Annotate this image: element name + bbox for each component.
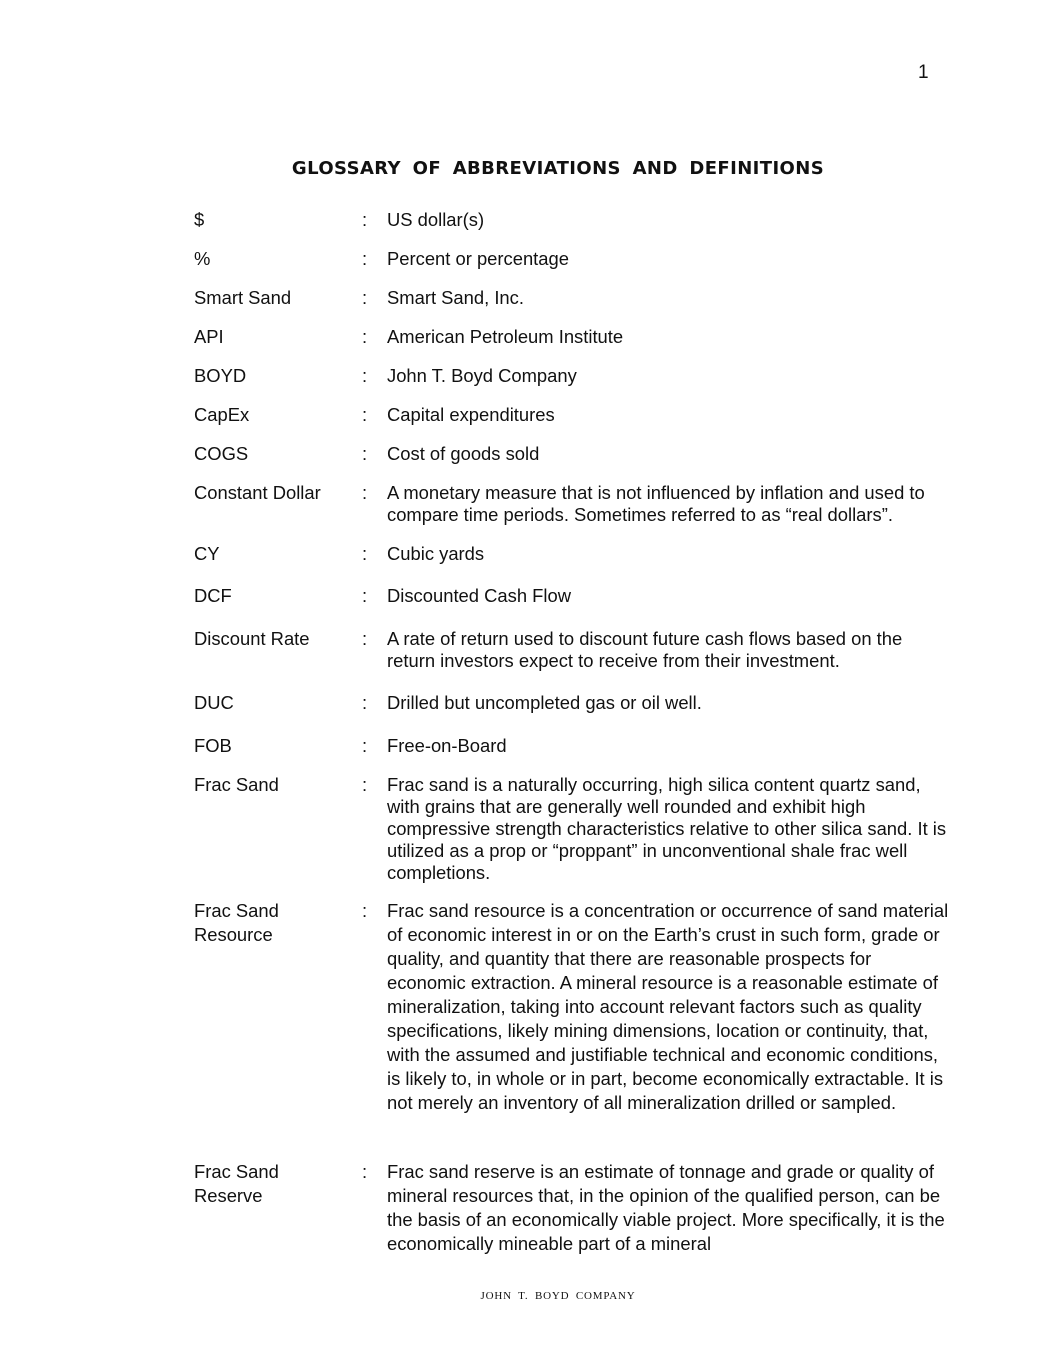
glossary-definition: Smart Sand, Inc.	[387, 287, 524, 308]
glossary-definition: Frac sand resource is a concentration or occurrence of sand material of economic interest in or on the Earth’s crust in such form, grade or quality, and quantity that there are reasonable prospects for economic extraction. A mineral resource is a reasonable estimate of mineralization, taking into account relevant factors such as quality specifications, likely mining dimensions, location or continuity, that, with the assumed and justifiable technical and economic conditions, is likely to, in whole or in part, become economically extractable. It is not merely an inventory of all mineralization drilled or sampled.	[387, 900, 949, 1113]
glossary-definition: Capital expenditures	[387, 404, 555, 425]
glossary-term: %	[194, 248, 211, 269]
glossary-definition: Frac sand is a naturally occurring, high silica content quartz sand, with grains that are generally well rounded and exhibit high compressive strength characteristics relative to other silica sand. It is utilized as a prop or “proppant” in unconventional shale frac well completions.	[387, 774, 947, 883]
glossary-definition: A monetary measure that is not influenced by inflation and used to compare time periods. Sometimes referred to as “real dollars”.	[387, 482, 925, 525]
separator-colon: :	[362, 774, 368, 795]
glossary-term: Constant Dollar	[194, 482, 321, 503]
glossary-definition: A rate of return used to discount future cash flows based on the return investors expect to receive from their investment.	[387, 628, 903, 671]
separator-colon: :	[362, 585, 368, 606]
separator-colon: :	[362, 209, 368, 230]
glossary-definition: Cost of goods sold	[387, 443, 540, 464]
glossary-definition: Cubic yards	[387, 543, 485, 564]
glossary-definition: Percent or percentage	[387, 248, 569, 269]
glossary-term: API	[194, 326, 224, 347]
separator-colon: :	[362, 404, 368, 425]
separator-colon: :	[362, 692, 368, 713]
glossary-term: BOYD	[194, 365, 247, 386]
glossary-term: FOB	[194, 735, 232, 756]
separator-colon: :	[362, 735, 368, 756]
glossary-term: COGS	[194, 443, 249, 464]
page-footer: JOHN T. BOYD COMPANY	[480, 1290, 636, 1302]
separator-colon: :	[362, 543, 368, 564]
glossary-term: CY	[194, 543, 220, 564]
glossary-term: Frac Sand	[194, 774, 279, 795]
glossary-definition: US dollar(s)	[387, 209, 485, 230]
separator-colon: :	[362, 248, 368, 269]
glossary-definition: Free-on-Board	[387, 735, 507, 756]
separator-colon: :	[362, 628, 368, 649]
separator-colon: :	[362, 900, 368, 921]
page-title: GLOSSARY OF ABBREVIATIONS AND DEFINITIONS	[291, 158, 825, 179]
glossary-definition: Drilled but uncompleted gas or oil well.	[387, 692, 702, 713]
separator-colon: :	[362, 287, 368, 308]
glossary-term: Frac Sand Resource	[194, 900, 279, 945]
glossary-definition: American Petroleum Institute	[387, 326, 624, 347]
separator-colon: :	[362, 482, 368, 503]
glossary-definition: Discounted Cash Flow	[387, 585, 571, 606]
glossary-term: Frac Sand Reserve	[194, 1161, 279, 1206]
page-number: 1	[918, 62, 929, 83]
glossary-term: Smart Sand	[194, 287, 292, 308]
glossary-term: DUC	[194, 692, 234, 713]
glossary-definition: Frac sand reserve is an estimate of tonnage and grade or quality of mineral resources that, in the opinion of the qualified person, can be the basis of an economically viable project. More specifically, it is the economically mineable part of a mineral	[387, 1161, 945, 1254]
glossary-term: CapEx	[194, 404, 250, 425]
glossary-term: DCF	[194, 585, 232, 606]
glossary-term: $	[194, 209, 205, 230]
separator-colon: :	[362, 365, 368, 386]
separator-colon: :	[362, 443, 368, 464]
glossary-term: Discount Rate	[194, 628, 310, 649]
glossary-definition: John T. Boyd Company	[387, 365, 577, 386]
separator-colon: :	[362, 326, 368, 347]
separator-colon: :	[362, 1161, 368, 1182]
